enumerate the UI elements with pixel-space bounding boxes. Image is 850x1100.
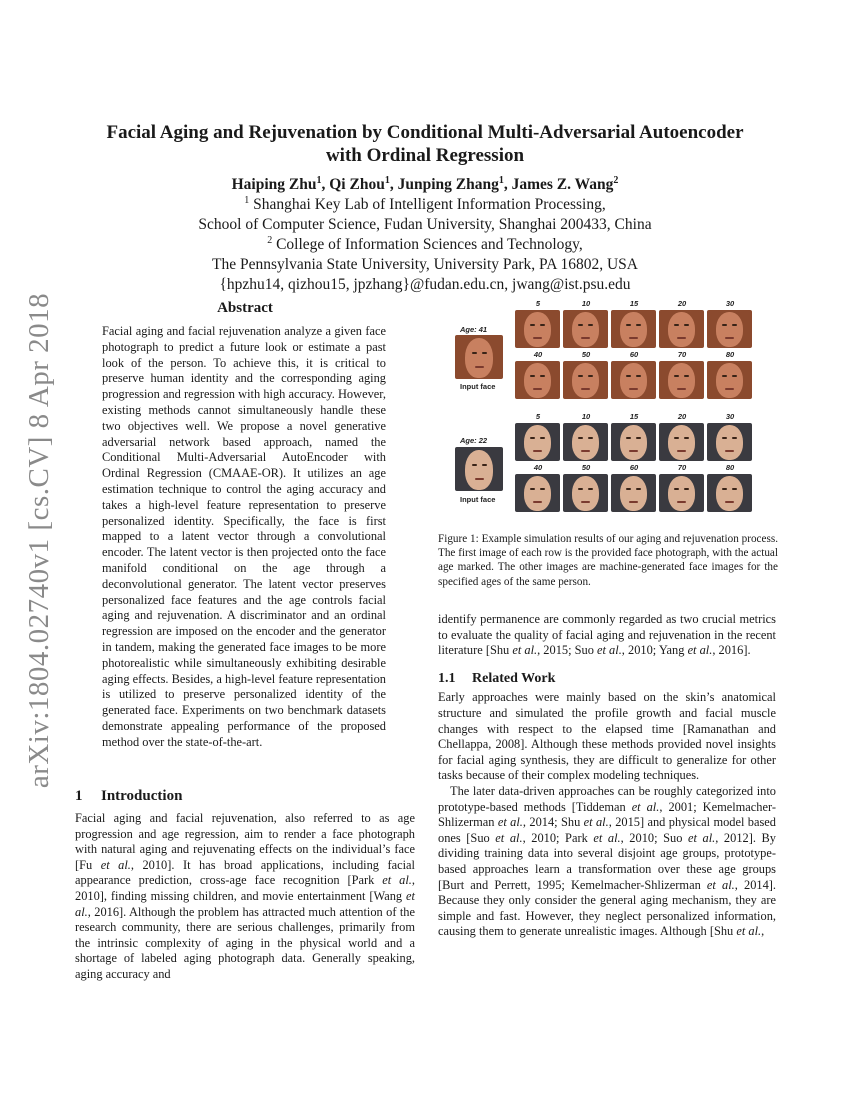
age-tick: 60: [629, 463, 639, 472]
et-al: et al.: [75, 888, 415, 919]
et-al: et al.: [597, 643, 622, 658]
affil-text: College of Information Sciences and Technology,: [272, 236, 583, 253]
author-emails: {hpzhu14, qizhou15, jpzhang}@fudan.edu.cn, jwang@ist.psu.edu: [219, 276, 631, 293]
age-tick: 20: [677, 412, 687, 421]
related-work-paragraph-1: Early approaches were mainly based on the skin’s anatomical structure and simulated the profile growth and facial muscle changes with respect to the elapsed time [Ramanathan and Chellappa, 2008]. Although these methods provided novel insights for facial aging synthesis, they are difficult to generalize for other tasks because of their complex modeling techniques.: [438, 690, 776, 783]
author-names: [70, 175, 780, 195]
title-line-2: with Ordinal Regression: [325, 145, 525, 166]
age-tick: 5: [535, 299, 541, 308]
section-heading-introduction: [75, 788, 415, 805]
author-affil-mark: 1: [384, 174, 390, 186]
input-face-image: [455, 447, 503, 491]
text-run: , 2010; Suo: [620, 830, 688, 845]
generated-face-image: [611, 361, 656, 399]
age-tick: 50: [581, 350, 591, 359]
intro-paragraph: [75, 811, 415, 983]
age-tick: 20: [677, 299, 687, 308]
text-run: ,: [761, 924, 765, 939]
author-separator: ,: [389, 176, 398, 193]
age-tick: 30: [725, 412, 735, 421]
generated-face-image: [515, 474, 560, 512]
text-run: , 2010; Park: [522, 830, 594, 845]
affiliation-1: [70, 195, 780, 215]
age-tick: 10: [581, 412, 591, 421]
affil-text: Shanghai Key Lab of Intelligent Information Processing,: [249, 196, 606, 213]
age-tick: 70: [677, 350, 687, 359]
author-separator: ,: [321, 176, 330, 193]
generated-face-image: [563, 474, 608, 512]
generated-face-image: [563, 423, 608, 461]
author-affil-mark: 1: [316, 174, 322, 186]
figure-1-caption: Figure 1: Example simulation results of our aging and rejuvenation process. The first image of each row is the provided face photograph, with the actual age marked. The other images are machine-generated face images for the specified ages of the same person.: [438, 533, 778, 588]
generated-face-image: [563, 310, 608, 348]
generated-face-image: [707, 310, 752, 348]
text-run: , 2010], finding missing children, and movie entertainment [Wang: [75, 873, 415, 903]
affil-num: 2: [267, 234, 273, 246]
et-al: et al.: [382, 873, 412, 888]
age-tick: 70: [677, 463, 687, 472]
age-tick: 80: [725, 350, 735, 359]
age-tick: 30: [725, 299, 735, 308]
generated-face-image: [707, 474, 752, 512]
generated-face-image: [659, 423, 704, 461]
generated-face-image: [707, 361, 752, 399]
input-face-label: Input face: [460, 382, 496, 391]
section-number: 1: [75, 788, 83, 804]
et-al: et al.: [593, 830, 621, 845]
age-tick: 40: [533, 463, 543, 472]
et-al: et al.: [495, 830, 523, 845]
text-run: , 2015; Suo: [537, 643, 598, 658]
et-al: et al.: [512, 643, 538, 658]
text-run: , 2010; Yang: [621, 643, 688, 658]
generated-face-image: [515, 423, 560, 461]
arxiv-stamp-text: arXiv:1804.02740v1 [cs.CV] 8 Apr 2018: [23, 292, 56, 788]
affiliation-2-cont: The Pennsylvania State University, University Park, PA 16802, USA: [212, 256, 638, 273]
age-tick: 5: [535, 412, 541, 421]
text-run: , 2015] and physical model based ones [Suo: [438, 815, 777, 845]
related-work-paragraph-2: [438, 784, 776, 940]
generated-face-image: [659, 310, 704, 348]
paper-title: [70, 121, 780, 167]
et-al: et al.: [687, 830, 716, 845]
et-al: et al.: [497, 815, 523, 830]
age-tick: 60: [629, 350, 639, 359]
age-tick: 80: [725, 463, 735, 472]
age-tick: 10: [581, 299, 591, 308]
et-al: et al.: [687, 643, 713, 658]
author-block: [70, 175, 780, 295]
figure-group-2: [455, 411, 775, 516]
age-tick: 50: [581, 463, 591, 472]
text-run: , 2016]. Although the problem has attracted much attention of the research community, there are serious challenges, primarily from the intrinsic complexity of aging in the physical world and a shortage of labeled aging photograph data. Generally speaking, aging accuracy and: [75, 904, 415, 981]
generated-face-image: [707, 423, 752, 461]
paragraph-continuation: [438, 612, 776, 659]
abstract-heading: Abstract: [217, 300, 273, 316]
author-name: Qi Zhou: [329, 176, 385, 193]
actual-age-label: Age: 22: [460, 436, 488, 445]
age-tick: 15: [629, 412, 639, 421]
generated-face-image: [611, 423, 656, 461]
subsection-heading-related-work: [438, 671, 776, 687]
actual-age-label: Age: 41: [460, 325, 488, 334]
text-run: identify permanence are commonly regarded as two crucial metrics to evaluate the quality of facial aging and rejuvenation in the recent literature [Shu: [438, 612, 776, 658]
subsection-number: 1.1: [438, 670, 456, 686]
author-name: Haiping Zhu: [231, 176, 317, 193]
text-run: , 2012]. By dividing training data into several disjoint age groups, prototype-based approaches learn a transformation over these age groups [Burt and Perrett, 1995; Kemelmacher-Shlizerman: [438, 830, 776, 892]
author-separator: ,: [503, 176, 512, 193]
title-line-1: Facial Aging and Rejuvenation by Conditional Multi-Adversarial Autoencoder: [106, 122, 744, 143]
subsection-title: Related Work: [472, 670, 556, 686]
generated-face-image: [515, 361, 560, 399]
section-title: Introduction: [101, 788, 183, 804]
generated-face-image: [659, 361, 704, 399]
introduction-body: [75, 811, 415, 983]
author-affil-mark: 1: [498, 174, 504, 186]
arxiv-stamp: [16, 292, 64, 788]
author-name: James Z. Wang: [511, 176, 614, 193]
text-run: , 2001; Kemelmacher-Shlizerman: [438, 799, 777, 830]
et-al: et al.: [100, 857, 131, 872]
text-run: , 2016].: [712, 643, 751, 658]
author-name: Junping Zhang: [397, 176, 499, 193]
generated-face-image: [611, 474, 656, 512]
et-al: et al.: [583, 815, 609, 830]
generated-face-image: [563, 361, 608, 399]
text-run: The later data-driven approaches can be roughly categorized into prototype-based methods [Tiddeman: [438, 783, 776, 814]
text-run: , 2014; Shu: [522, 815, 584, 830]
input-face-image: [455, 335, 503, 379]
generated-face-image: [611, 310, 656, 348]
et-al: et al.: [706, 877, 735, 892]
age-tick: 15: [629, 299, 639, 308]
affiliation-2: [70, 235, 780, 255]
figure-group-1: [455, 298, 775, 403]
text-run: Facial aging and facial rejuvenation, also referred to as age progression and age regression, aim to render a face photograph with natural aging and rejuvenating effects on the individual’s face [Fu: [75, 811, 415, 872]
figure-1: [455, 298, 775, 520]
text-run: , 2014]. Because they only consider the general aging mechanism, they are simple and fast. However, they neglect personalized information, causing them to generate unrealistic images. Although [Shu: [438, 877, 776, 939]
age-tick: 40: [533, 350, 543, 359]
text-run: , 2010]. It has broad applications, including facial appearance prediction, cross-age face recognition [Park: [75, 857, 415, 888]
affiliation-1-cont: School of Computer Science, Fudan University, Shanghai 200433, China: [198, 216, 652, 233]
author-affil-mark: 2: [613, 174, 619, 186]
generated-face-image: [659, 474, 704, 512]
input-face-label: Input face: [460, 495, 496, 504]
right-column-body: [438, 612, 776, 940]
et-al: et al.: [736, 924, 762, 939]
affil-num: 1: [244, 194, 250, 206]
abstract-body: Facial aging and facial rejuvenation analyze a given face photograph to predict a future look or estimate a past look of the person. To achieve this, it is critical to preserve human identity and the corresponding aging progression and regression with high accuracy. However, existing methods cannot simultaneously handle these two objectives well. We propose a novel generative adversarial network based approach, named the Conditional Multi-Adversarial AutoEncoder with Ordinal Regression (CMAAE-OR). It utilizes an age estimation technique to control the aging accuracy and takes a high-level feature representation to preserve personalized identity. Specifically, the face is first mapped to a latent vector through a convolutional encoder. The latent vector is then projected onto the face manifold conditional on the age through a deconvolutional generator. The latent vector preserves personalized face features and the age controls facial aging and rejuvenation. A discriminator and an ordinal regression are imposed on the encoder and the generator in tandem, making the generated face images to be more photorealistic while simultaneously exhibiting desirable aging effects. Besides, a high-level feature representation is utilized to preserve personalized identity of the generated face. Experiments on two benchmark datasets demonstrate appealing performance of the proposed method over the state-of-the-art.: [102, 324, 386, 749]
generated-face-image: [515, 310, 560, 348]
et-al: et al.: [631, 799, 660, 814]
